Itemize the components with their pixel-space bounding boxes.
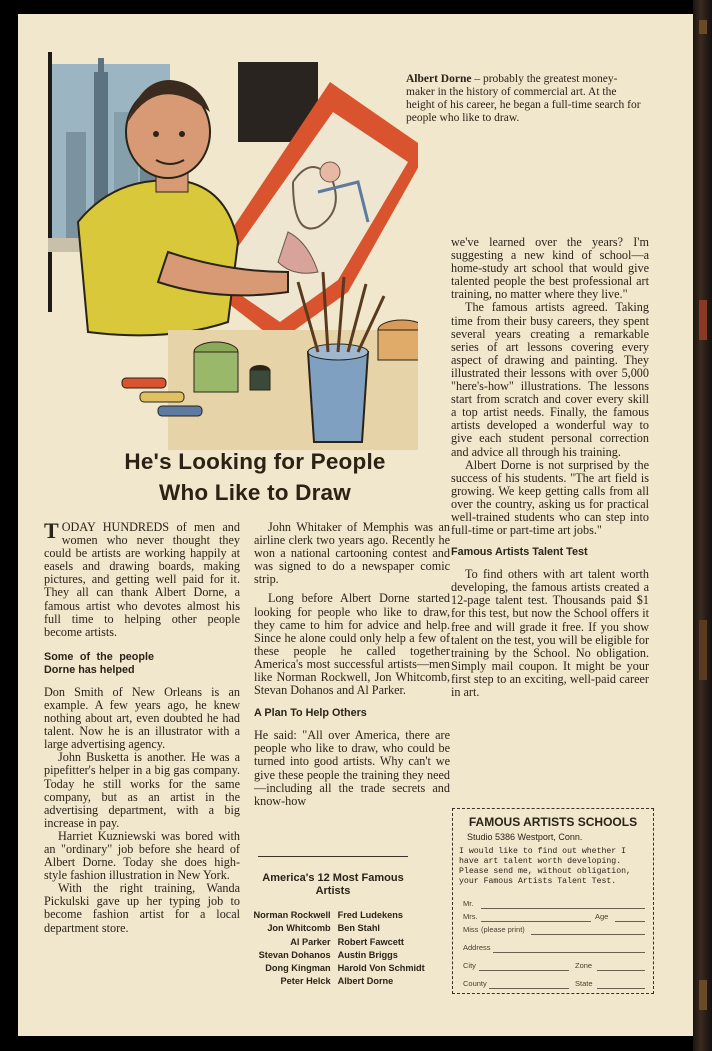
field-zone[interactable] <box>597 970 645 971</box>
column-3 <box>451 236 649 699</box>
artist-name: Ben Stahl <box>337 923 380 934</box>
artist-name: Al Parker <box>290 936 331 947</box>
field-mr[interactable] <box>481 908 645 909</box>
field-label-print: (please print) <box>481 925 525 934</box>
artist-name: Stevan Dohanos <box>258 949 331 960</box>
paragraph-wanda: With the right training, Wanda Pickulski gave up her typing job to become fashion artist for a local department store. <box>44 881 240 935</box>
field-label-age: Age <box>595 912 609 921</box>
artist-name: Austin Briggs <box>337 949 398 960</box>
paragraph-harriet: Harriet Kuzniewski was bored with an "ordinary" job before she heard of Albert Dorne. Today she does high-style fashion illustration in New York. <box>44 828 240 883</box>
field-label-city: City <box>463 961 476 970</box>
field-county[interactable] <box>489 988 569 989</box>
headline <box>70 446 440 508</box>
intro-paragraph <box>44 518 240 639</box>
paragraph-continued: we've learned over the years? I'm suggesting a new kind of school—a home-study art school that would give talented people the best professional art training, no matter where they live." <box>451 235 649 302</box>
subhead-plan: A Plan To Help Others <box>254 707 367 720</box>
paragraph-long-before: Long before Albert Dorne started looking for people who like to draw, they came to him for advice and help. Since he alone could only help a few of these people he called together America's most successful artists—men like Norman Rockwell, Jon Whitcomb, Stevan Dohanos and Al Parker. <box>254 591 450 698</box>
caption-text: – probably the greatest money-maker in the history of commercial art. At the height of his career, he began a full-time search for people who like to draw. <box>406 73 641 124</box>
coupon-body: I would like to find out whether I have art talent worth developing. Please send me, without obligation, your Famous Artists Talent Test. <box>459 847 631 886</box>
subhead-talent-test: Famous Artists Talent Test <box>451 546 588 559</box>
artists-list <box>236 909 446 989</box>
artist-at-easel-illustration <box>48 52 418 450</box>
illustration-caption <box>406 73 646 125</box>
artist-name: Jon Whitcomb <box>267 923 331 934</box>
subhead-helped: Some of the people Dorne has helped <box>44 650 154 676</box>
field-mrs[interactable] <box>481 921 591 922</box>
adjacent-page-edge <box>693 0 712 1051</box>
field-label-zone: Zone <box>575 961 593 970</box>
mail-coupon[interactable] <box>452 808 654 994</box>
field-miss[interactable] <box>531 934 645 935</box>
artist-name: Robert Fawcett <box>337 936 404 947</box>
headline-line-1: He's Looking for People <box>124 449 386 474</box>
headline-line-2: Who Like to Draw <box>159 480 351 505</box>
field-label-miss: Miss <box>463 925 479 934</box>
paragraph-talent-test: To find others with art talent worth developing, the famous artists created a 12-page talent test. Thousands paid $1 for this test, but now the School offers it free and will grade it free. If you show talent on the test, you will be eligible for training by the School. No obligation. Simply mail coupon. It might be your first step to an exciting, well-paid career in art. <box>451 567 649 699</box>
artist-name: Fred Ludekens <box>337 910 403 920</box>
artist-name: Dong Kingman <box>265 963 331 974</box>
paragraph-don-smith: Don Smith of New Orleans is an example. A few years ago, he knew nothing about art, even doubted he had talent. Now he is an illustrator with a large advertising agency. <box>44 684 240 752</box>
field-label-mr: Mr. <box>463 899 474 908</box>
field-label-address: Address <box>463 943 491 952</box>
artists-list-title: America's 12 Most Famous Artists <box>262 872 404 897</box>
field-city[interactable] <box>479 970 569 971</box>
paragraph-not-surprised: Albert Dorne is not surprised by the success of his students. "The art field is growing. We keep getting calls from all over the country, asking us for practical well-trained students who can step into full-time or part-time art jobs." <box>451 457 649 538</box>
divider-rule <box>258 856 408 857</box>
coupon-title: FAMOUS ARTISTS SCHOOLS <box>468 815 638 829</box>
intro-text: of men and women who never thought they could be artists are working happily at easels and drawing boards, making pictures, and getting well paid for it. They all can thank Albert Dorne, a famous artist who devotes almost his full time to helping other people become artists. <box>44 520 240 639</box>
field-age[interactable] <box>615 921 645 922</box>
paragraph-john-whitaker: John Whitaker of Memphis was an airline clerk two years ago. Recently he won a national cartooning contest and was signed to do a newspaper comic strip. <box>254 520 450 587</box>
field-label-county: County <box>463 979 487 988</box>
artist-name: Peter Helck <box>280 976 331 987</box>
caption-name: Albert Dorne <box>406 73 472 85</box>
paragraph-he-said: He said: "All over America, there are people who like to draw, who could be turned into good artists. Why can't we give these people the training they need—including all the trade secrets and know-how <box>254 728 450 808</box>
artist-name: Harold Von Schmidt <box>337 963 425 974</box>
artist-name: Norman Rockwell <box>253 910 331 920</box>
drop-cap: T <box>44 518 59 543</box>
intro-smallcaps: ODAY HUNDREDS <box>61 520 170 534</box>
coupon-address: Studio 5386 Westport, Conn. <box>467 832 583 842</box>
field-label-mrs: Mrs. <box>463 912 478 921</box>
column-1 <box>44 518 240 935</box>
column-2 <box>254 521 450 808</box>
field-address[interactable] <box>493 952 645 953</box>
paragraph-john-busketta: John Busketta is another. He was a pipefitter's helper in a big gas company. Today he still works for the same company, but as an artist in the advertising department, with a big increase in pay. <box>44 750 240 830</box>
field-state[interactable] <box>597 988 645 989</box>
field-label-state: State <box>575 979 593 988</box>
artist-name: Albert Dorne <box>337 976 394 987</box>
paragraph-famous-agreed: The famous artists agreed. Taking time from their busy careers, they spent several years creating a remarkable series of art lessons covering every aspect of drawing and painting. They illustrated their lessons with over 5,000 "here's-how" illustrations. The lessons start from scratch and cover every skill a top artist needs. Finally, the famous artists developed a wonderful way to give each student personal correction and advice all through his training. <box>451 300 649 459</box>
